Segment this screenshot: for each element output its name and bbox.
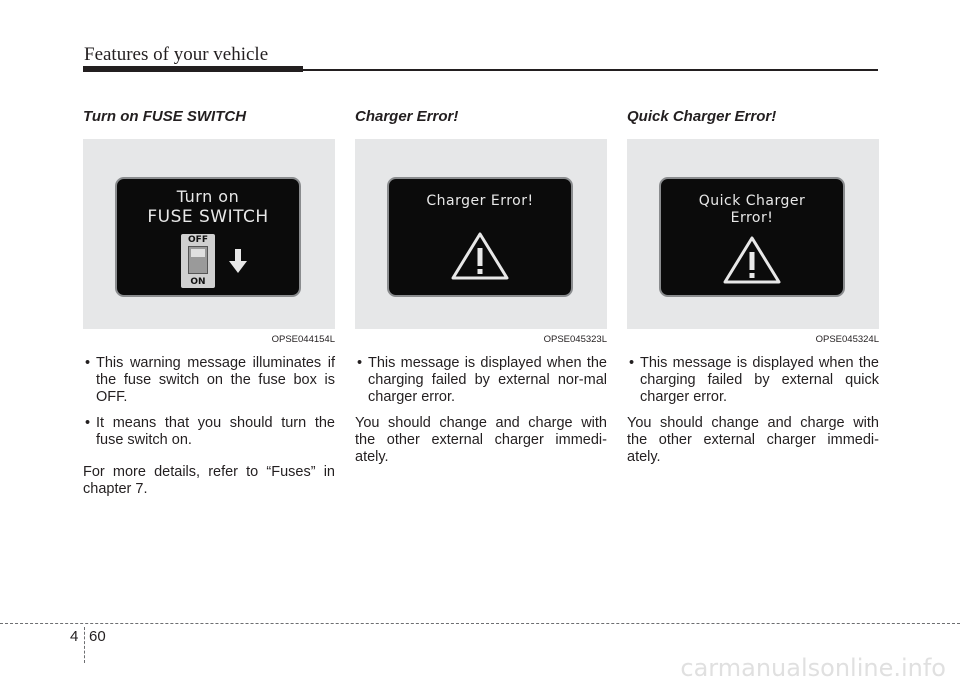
arrow-down-icon <box>229 249 247 275</box>
bullet-item: • This message is displayed when the charging failed by external quick charger error. <box>627 355 879 406</box>
section-body <box>627 355 879 466</box>
section-title: Turn on FUSE SWITCH <box>83 108 247 125</box>
paragraph: You should change and charge with the other external charger immedi-ately. <box>627 415 879 465</box>
image-code: OPSE045323L <box>543 334 607 345</box>
section-charger-error <box>355 108 607 475</box>
switch-off-label: OFF <box>188 235 208 245</box>
figure-fuse-switch <box>83 139 335 329</box>
switch-on-label: ON <box>190 277 206 287</box>
page-number: 60 <box>89 628 106 645</box>
display-text-line1: Turn on <box>176 187 240 206</box>
section-title: Charger Error! <box>355 108 459 125</box>
header-rule-thick <box>83 66 303 72</box>
cluster-display <box>659 177 845 297</box>
bullet-item: • This message is displayed when the charging failed by external nor-mal charger error. <box>355 355 607 406</box>
display-text-line2: Error! <box>730 210 774 226</box>
figure-quick-charger-error <box>627 139 879 329</box>
page-header-title: Features of your vehicle <box>84 44 269 65</box>
header-rule-thin <box>303 69 878 71</box>
bullet-item: • It means that you should turn the fuse switch on. <box>83 415 335 449</box>
switch-body <box>188 246 208 274</box>
image-code: OPSE044154L <box>271 334 335 345</box>
display-text-line1: Quick Charger <box>698 193 806 209</box>
section-body <box>355 355 607 466</box>
warning-triangle-icon <box>722 235 782 285</box>
section-title: Quick Charger Error! <box>627 108 777 125</box>
warning-triangle-icon <box>450 231 510 281</box>
cluster-display <box>387 177 573 297</box>
footer-page-divider <box>84 627 85 663</box>
paragraph: For more details, refer to “Fuses” in chapter 7. <box>83 464 335 497</box>
cluster-display <box>115 177 301 297</box>
bullet-item: • This warning message illuminates if the fuse switch on the fuse box is OFF. <box>83 355 335 406</box>
chapter-number: 4 <box>70 628 79 645</box>
figure-charger-error <box>355 139 607 329</box>
watermark: carmanualsonline.info <box>680 654 946 682</box>
section-quick-charger-error <box>627 108 879 475</box>
footer-divider <box>0 623 960 624</box>
image-code: OPSE045324L <box>815 334 879 345</box>
display-text-line1: Charger Error! <box>426 193 534 209</box>
display-text-line2: FUSE SWITCH <box>147 207 269 227</box>
fuse-switch-icon <box>181 234 215 288</box>
section-body <box>83 355 335 498</box>
section-fuse-switch <box>83 108 335 507</box>
paragraph: You should change and charge with the other external charger immedi-ately. <box>355 415 607 465</box>
